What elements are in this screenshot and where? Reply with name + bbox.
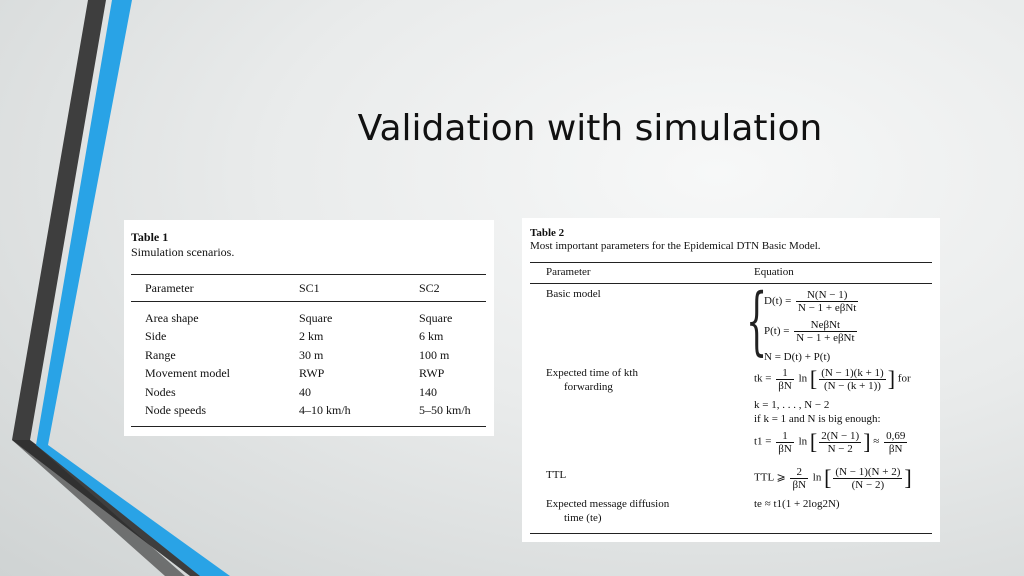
- eq-t1: t1 = $\frac{1}{\beta N}$ ln [ $\frac{2(N - 1)}{N - 2}$ ] ≈ $\frac{0,69}{\beta N}$: [754, 429, 906, 455]
- table1-header-cell: Parameter: [131, 275, 285, 302]
- table-row: [131, 364, 486, 382]
- table-cell: 4–10 km/h: [299, 403, 351, 418]
- table-cell: Area shape: [145, 311, 199, 325]
- eq-p-den: N − 1 + eβNt: [796, 332, 855, 344]
- table-cell: 30 m: [299, 347, 324, 362]
- table2-caption: Table 2: [530, 227, 565, 239]
- param-basic-model: Basic model: [546, 288, 601, 300]
- table-row: [131, 302, 486, 328]
- eq-d-lhs: D(t) =: [764, 295, 792, 308]
- param-ttl: TTL: [546, 469, 567, 481]
- table-cell: 6 km: [419, 329, 444, 344]
- table-cell: Range: [145, 347, 176, 362]
- table1-header-cell: SC1: [285, 275, 405, 302]
- eq-beta-n: βN: [792, 478, 807, 491]
- eq-tk-num: (N − 1)(k + 1): [821, 366, 884, 379]
- table-cell: 100 m: [419, 347, 450, 362]
- eq-tk-lhs: tk =: [754, 372, 772, 385]
- table-row: [131, 346, 486, 364]
- table-row: [131, 327, 486, 345]
- eq-ln: ln: [798, 372, 808, 385]
- eq-ttl-lhs: TTL ⩾: [754, 471, 786, 484]
- eq-t1-lhs: t1 =: [754, 435, 772, 448]
- table2-bottom-rule: [530, 533, 932, 534]
- eq-ln: ln: [812, 471, 822, 484]
- eq-tk: tk = $\frac{1}{\beta N}$ ln [ $\frac{(N - 1)(k + 1)}{(N - (k + 1))}$ ] for: [754, 366, 911, 392]
- table-cell: 140: [419, 384, 437, 399]
- eq-p-lhs: P(t) =: [764, 325, 790, 338]
- eq-ttl-num: (N − 1)(N + 2): [835, 465, 901, 478]
- eq-for: for: [897, 372, 911, 385]
- table1-header-row: [131, 275, 486, 302]
- table-cell: Side: [145, 329, 167, 344]
- param-expected-time-1: Expected time of kth: [546, 367, 638, 379]
- slide-title: Validation with simulation: [357, 108, 823, 149]
- table-cell: RWP: [299, 366, 325, 381]
- table-cell: 2 km: [299, 329, 324, 344]
- table-cell: 5–50 km/h: [419, 403, 471, 418]
- table-cell: Square: [419, 311, 453, 325]
- eq-p: [764, 319, 859, 344]
- table2-header-row: [530, 262, 932, 284]
- eq-beta-n: βN: [778, 442, 792, 455]
- table-cell: 40: [299, 384, 311, 399]
- eq-t1-num: 2(N − 1): [821, 429, 860, 442]
- param-expected-time-2: forwarding: [564, 381, 613, 393]
- eq-one: 1: [776, 430, 794, 443]
- eq-tk-den: (N − (k + 1)): [823, 379, 881, 392]
- eq-beta-n: βN: [778, 379, 792, 392]
- table2-image: [522, 218, 940, 542]
- table1-caption: Table 1: [131, 230, 169, 244]
- table1-header-cell: SC2: [405, 275, 486, 302]
- eq-d-den: N − 1 + eβNt: [798, 302, 857, 314]
- eq-p-num: NeβNt: [794, 319, 856, 332]
- eq-ttl: TTL ⩾ $\frac{2}{\beta N}$ ln [ $\frac{(N - 1)(N + 2)}{(N - 2)}$ ]: [754, 465, 912, 491]
- eq-one: 1: [776, 367, 794, 380]
- eq-ln: ln: [798, 435, 808, 448]
- table1-image: [124, 220, 494, 436]
- table-cell: RWP: [419, 366, 445, 381]
- table-cell: Square: [299, 311, 333, 325]
- eq-ttl-den: (N − 2): [851, 478, 885, 491]
- table-cell: Movement model: [145, 366, 230, 381]
- table2-header-cell: Equation: [754, 266, 794, 278]
- table2-subtitle: Most important parameters for the Epidemical DTN Basic Model.: [530, 240, 821, 252]
- eq-d: [764, 289, 860, 314]
- param-diffusion-1: Expected message diffusion: [546, 498, 670, 510]
- table1-subtitle: Simulation scenarios.: [131, 245, 235, 259]
- table1: [131, 274, 486, 427]
- eq-two: 2: [790, 466, 808, 479]
- left-brace: {: [746, 278, 768, 364]
- eq-approx-num: 0,69: [886, 429, 906, 442]
- table-row: [131, 383, 486, 401]
- eq-k-range: k = 1, . . . , N − 2: [754, 399, 830, 411]
- table-row: [131, 401, 486, 427]
- eq-beta-n: βN: [888, 442, 903, 455]
- table2-header-cell: Parameter: [546, 266, 591, 278]
- eq-d-num: N(N − 1): [796, 289, 858, 302]
- eq-te: te ≈ t1(1 + 2log2N): [754, 498, 840, 510]
- table-cell: Nodes: [145, 384, 176, 399]
- eq-t1-den: N − 2: [827, 442, 853, 455]
- param-diffusion-2: time (te): [564, 512, 602, 524]
- eq-n-sum: N = D(t) + P(t): [764, 351, 831, 363]
- dark-shadow-stripe: [12, 440, 185, 576]
- eq-if-line: if k = 1 and N is big enough:: [754, 413, 881, 425]
- table-cell: Node speeds: [145, 403, 206, 418]
